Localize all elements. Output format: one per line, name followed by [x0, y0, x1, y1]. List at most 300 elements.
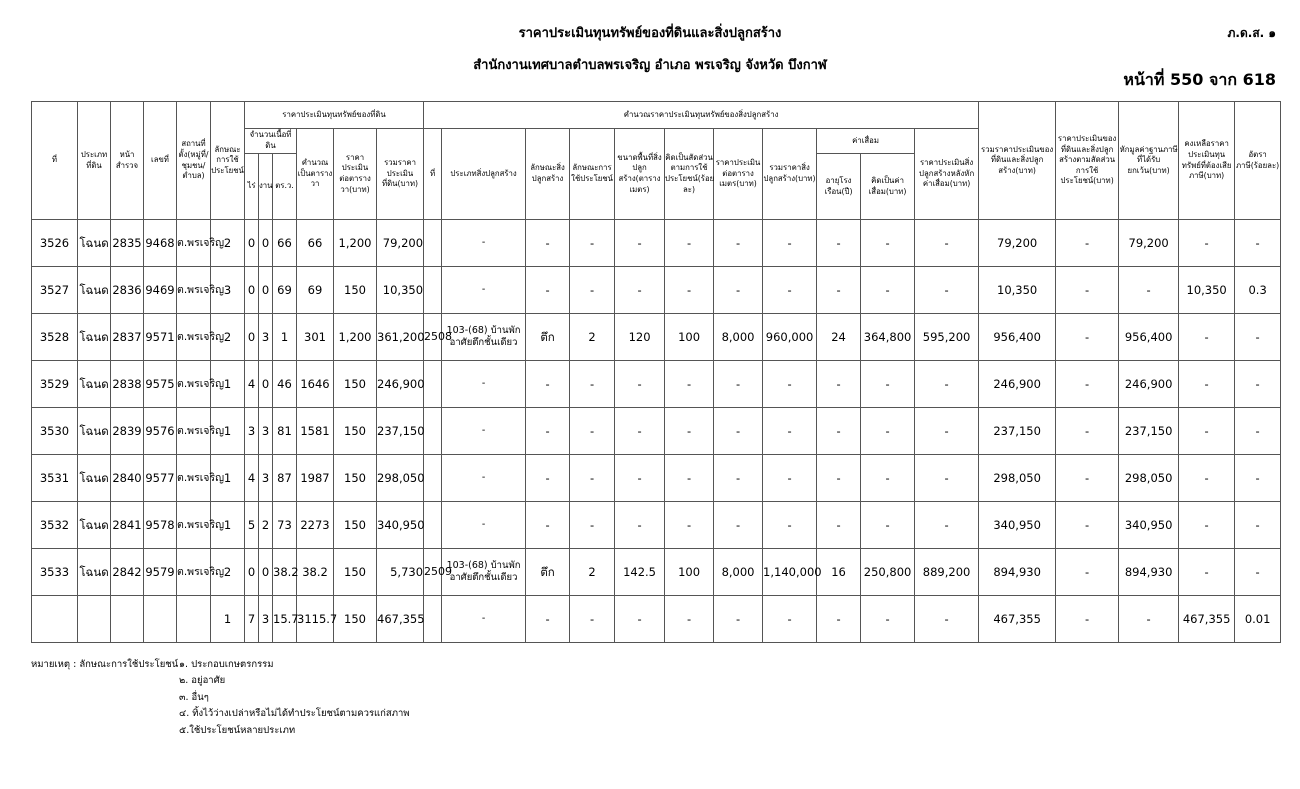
cell-usage: 1	[211, 596, 245, 643]
col-survey-page: หน้าสำรวจ	[111, 102, 144, 220]
col-bldg-no: ที่	[424, 129, 442, 220]
col-dep-value: คิดเป็นค่าเสื่อม(บาท)	[861, 154, 915, 220]
cell-bldg-price-sqm: -	[714, 408, 763, 455]
cell-dep-value: -	[861, 361, 915, 408]
group-depreciation: ค่าเสื่อม	[817, 129, 915, 154]
cell-bldg-kind: -	[526, 502, 570, 549]
page-number: หน้าที่ 550 จาก 618	[1123, 70, 1276, 89]
cell-remaining: -	[1179, 502, 1235, 549]
cell-bldg-pct: 100	[665, 549, 714, 596]
col-remaining: คงเหลือราคาประเมินทุนทรัพย์ที่ต้องเสียภาษี(บาท)	[1179, 102, 1235, 220]
cell-dep-value: 364,800	[861, 314, 915, 361]
cell-wa: 87	[273, 455, 297, 502]
cell-no: 3527	[32, 267, 78, 314]
cell-bldg-after-dep: -	[915, 596, 979, 643]
cell-wa: 38.2	[273, 549, 297, 596]
cell-exempt: 298,050	[1119, 455, 1179, 502]
cell-ngan: 0	[259, 220, 273, 267]
cell-bldg-pct: -	[665, 455, 714, 502]
cell-rai: 4	[245, 455, 259, 502]
cell-sqwa-total: 301	[297, 314, 334, 361]
cell-bldg-price-sqm: -	[714, 220, 763, 267]
cell-land-total: 79,200	[377, 220, 424, 267]
cell-dep-age: 16	[817, 549, 861, 596]
cell-bldg-pct: -	[665, 220, 714, 267]
cell-remaining: -	[1179, 549, 1235, 596]
cell-tax-rate: -	[1235, 408, 1281, 455]
cell-bldg-type: -	[442, 455, 526, 502]
col-no: ที่	[32, 102, 78, 220]
cell-bldg-price-sqm: 8,000	[714, 314, 763, 361]
note-item: ๔. ทิ้งไว้ว่างเปล่าหรือไม่ได้ทำประโยชน์ตามควรแก่สภาพ	[179, 708, 410, 720]
cell-grand-total: 956,400	[979, 314, 1056, 361]
cell-location: ต.พรเจริญ	[177, 455, 211, 502]
cell-rai: 5	[245, 502, 259, 549]
cell-remaining: 10,350	[1179, 267, 1235, 314]
note-item: ๑. ประกอบเกษตรกรรม	[179, 659, 274, 670]
table-row	[32, 502, 1281, 549]
cell-bldg-kind: -	[526, 267, 570, 314]
cell-grand-total: 79,200	[979, 220, 1056, 267]
cell-bldg-after-dep: 889,200	[915, 549, 979, 596]
col-grand-total: รวมราคาประเมินของที่ดินและสิ่งปลูกสร้าง(บาท)	[979, 102, 1056, 220]
cell-usage: 1	[211, 455, 245, 502]
group-area: จำนวนเนื้อที่ดิน	[245, 129, 297, 154]
cell-tax-rate: -	[1235, 220, 1281, 267]
col-sqwa-total: คำนวณเป็นตารางวา	[297, 129, 334, 220]
cell-bldg-total: -	[763, 361, 817, 408]
cell-bldg-total: 1,140,000	[763, 549, 817, 596]
cell-survey-page: 2841	[111, 502, 144, 549]
cell-bldg-after-dep: 595,200	[915, 314, 979, 361]
table-row	[32, 267, 1281, 314]
cell-bldg-area: -	[615, 408, 665, 455]
cell-bldg-pct: -	[665, 596, 714, 643]
cell-location: ต.พรเจริญ	[177, 361, 211, 408]
cell-survey-page: 2838	[111, 361, 144, 408]
col-tax-rate: อัตราภาษี(ร้อยละ)	[1235, 102, 1281, 220]
cell-dep-age: 24	[817, 314, 861, 361]
cell-bldg-price-sqm: 8,000	[714, 549, 763, 596]
table-body	[32, 220, 1281, 643]
cell-bldg-type: -	[442, 502, 526, 549]
col-exempt: หักมูลค่าฐานภาษีที่ได้รับยกเว้น(บาท)	[1119, 102, 1179, 220]
cell-prop-value: -	[1056, 596, 1119, 643]
cell-prop-value: -	[1056, 220, 1119, 267]
cell-bldg-kind: -	[526, 455, 570, 502]
cell-bldg-area: -	[615, 220, 665, 267]
cell-exempt: 79,200	[1119, 220, 1179, 267]
cell-bldg-type: -	[442, 596, 526, 643]
cell-rai: 0	[245, 314, 259, 361]
table-row	[32, 220, 1281, 267]
cell-ngan: 3	[259, 455, 273, 502]
cell-dep-age: -	[817, 502, 861, 549]
cell-doc-no: 9468	[144, 220, 177, 267]
cell-survey-page: 2839	[111, 408, 144, 455]
cell-bldg-no	[424, 267, 442, 314]
cell-no: 3533	[32, 549, 78, 596]
cell-bldg-type: -	[442, 361, 526, 408]
cell-no: 3528	[32, 314, 78, 361]
cell-usage: 1	[211, 408, 245, 455]
cell-dep-age: -	[817, 267, 861, 314]
cell-dep-value: -	[861, 267, 915, 314]
table-row	[32, 361, 1281, 408]
cell-bldg-type: -	[442, 408, 526, 455]
cell-bldg-usage: -	[570, 455, 615, 502]
col-bldg-area: ขนาดพื้นที่สิ่งปลูกสร้าง(ตารางเมตร)	[615, 129, 665, 220]
cell-grand-total: 894,930	[979, 549, 1056, 596]
cell-wa: 46	[273, 361, 297, 408]
cell-bldg-after-dep: -	[915, 502, 979, 549]
col-bldg-usage: ลักษณะการใช้ประโยชน์	[570, 129, 615, 220]
cell-bldg-pct: 100	[665, 314, 714, 361]
cell-tax-rate: -	[1235, 549, 1281, 596]
cell-dep-value: -	[861, 502, 915, 549]
cell-dep-value: -	[861, 455, 915, 502]
cell-survey-page: 2840	[111, 455, 144, 502]
cell-land-total: 467,355	[377, 596, 424, 643]
cell-wa: 69	[273, 267, 297, 314]
col-price-per-wa: ราคาประเมินต่อตารางวา(บาท)	[334, 129, 377, 220]
cell-rai: 0	[245, 549, 259, 596]
cell-dep-age: -	[817, 596, 861, 643]
cell-bldg-after-dep: -	[915, 408, 979, 455]
cell-dep-value: -	[861, 596, 915, 643]
cell-exempt: 894,930	[1119, 549, 1179, 596]
cell-doc-type: โฉนด	[78, 455, 111, 502]
cell-grand-total: 237,150	[979, 408, 1056, 455]
col-bldg-type: ประเภทสิ่งปลูกสร้าง	[442, 129, 526, 220]
cell-dep-age: -	[817, 455, 861, 502]
cell-bldg-usage: -	[570, 361, 615, 408]
cell-grand-total: 246,900	[979, 361, 1056, 408]
cell-grand-total: 298,050	[979, 455, 1056, 502]
cell-bldg-total: -	[763, 596, 817, 643]
cell-land-total: 340,950	[377, 502, 424, 549]
col-doc-no: เลขที่	[144, 102, 177, 220]
cell-bldg-usage: -	[570, 408, 615, 455]
cell-bldg-usage: -	[570, 267, 615, 314]
cell-usage: 1	[211, 502, 245, 549]
group-building-value: คำนวณราคาประเมินทุนทรัพย์ของสิ่งปลูกสร้าง	[424, 102, 979, 129]
cell-doc-no: 9469	[144, 267, 177, 314]
cell-bldg-area: -	[615, 267, 665, 314]
cell-ngan: 3	[259, 596, 273, 643]
page-subtitle: สำนักงานเทศบาลตำบลพรเจริญ อำเภอ พรเจริญ จังหวัด บึงกาฬ	[473, 58, 827, 73]
cell-bldg-type: 103-(68) บ้านพักอาศัยตึกชั้นเดียว	[442, 549, 526, 596]
cell-remaining: -	[1179, 408, 1235, 455]
cell-doc-no: 9577	[144, 455, 177, 502]
cell-bldg-usage: 2	[570, 549, 615, 596]
cell-wa: 1	[273, 314, 297, 361]
cell-exempt: -	[1119, 267, 1179, 314]
col-bldg-price-sqm: ราคาประเมินต่อตารางเมตร(บาท)	[714, 129, 763, 220]
cell-price-per-wa: 1,200	[334, 220, 377, 267]
cell-ngan: 3	[259, 314, 273, 361]
cell-wa: 81	[273, 408, 297, 455]
cell-exempt: 246,900	[1119, 361, 1179, 408]
col-bldg-kind: ลักษณะสิ่งปลูกสร้าง	[526, 129, 570, 220]
cell-price-per-wa: 150	[334, 408, 377, 455]
cell-sqwa-total: 1987	[297, 455, 334, 502]
cell-price-per-wa: 150	[334, 549, 377, 596]
page-title: ราคาประเมินทุนทรัพย์ของที่ดินและสิ่งปลูกสร้าง	[518, 26, 782, 41]
cell-bldg-kind: -	[526, 408, 570, 455]
cell-bldg-usage: -	[570, 596, 615, 643]
cell-doc-type: โฉนด	[78, 549, 111, 596]
cell-rai: 7	[245, 596, 259, 643]
cell-bldg-area: 120	[615, 314, 665, 361]
cell-bldg-no	[424, 502, 442, 549]
cell-prop-value: -	[1056, 314, 1119, 361]
cell-doc-no: 9578	[144, 502, 177, 549]
cell-bldg-type: 103-(68) บ้านพักอาศัยตึกชั้นเดียว	[442, 314, 526, 361]
cell-exempt: 340,950	[1119, 502, 1179, 549]
table-row	[32, 455, 1281, 502]
cell-no: 3530	[32, 408, 78, 455]
cell-bldg-pct: -	[665, 502, 714, 549]
col-bldg-after-dep: ราคาประเมินสิ่งปลูกสร้างหลังหักค่าเสื่อม(บาท)	[915, 129, 979, 220]
cell-survey-page: 2836	[111, 267, 144, 314]
cell-bldg-usage: -	[570, 220, 615, 267]
cell-ngan: 0	[259, 267, 273, 314]
note-item: ๕.ใช้ประโยชน์หลายประเภท	[179, 724, 296, 736]
cell-prop-value: -	[1056, 502, 1119, 549]
cell-no: 3529	[32, 361, 78, 408]
cell-location: ต.พรเจริญ	[177, 408, 211, 455]
cell-bldg-area: -	[615, 455, 665, 502]
cell-price-per-wa: 150	[334, 361, 377, 408]
table-row	[32, 314, 1281, 361]
cell-grand-total: 10,350	[979, 267, 1056, 314]
cell-doc-no: 9575	[144, 361, 177, 408]
col-ngan: งาน	[259, 154, 273, 220]
cell-bldg-after-dep: -	[915, 267, 979, 314]
cell-ngan: 2	[259, 502, 273, 549]
col-prop-value: ราคาประเมินของที่ดินและสิ่งปลูกสร้างตามสัดส่วนการใช้ประโยชน์(บาท)	[1056, 102, 1119, 220]
cell-tax-rate: 0.3	[1235, 267, 1281, 314]
cell-dep-age: -	[817, 408, 861, 455]
col-bldg-pct: คิดเป็นสัดส่วนตามการใช้ประโยชน์(ร้อยละ)	[665, 129, 714, 220]
cell-land-total: 5,730	[377, 549, 424, 596]
cell-rai: 3	[245, 408, 259, 455]
cell-sqwa-total: 38.2	[297, 549, 334, 596]
cell-usage: 2	[211, 549, 245, 596]
cell-doc-type: โฉนด	[78, 361, 111, 408]
cell-bldg-total: -	[763, 408, 817, 455]
cell-tax-rate: -	[1235, 502, 1281, 549]
cell-prop-value: -	[1056, 549, 1119, 596]
cell-wa: 73	[273, 502, 297, 549]
cell-dep-value: 250,800	[861, 549, 915, 596]
cell-bldg-price-sqm: -	[714, 455, 763, 502]
cell-bldg-total: -	[763, 455, 817, 502]
cell-bldg-pct: -	[665, 408, 714, 455]
cell-usage: 2	[211, 220, 245, 267]
cell-prop-value: -	[1056, 267, 1119, 314]
cell-no	[32, 596, 78, 643]
cell-wa: 15.7	[273, 596, 297, 643]
cell-price-per-wa: 150	[334, 455, 377, 502]
cell-bldg-pct: -	[665, 361, 714, 408]
cell-sqwa-total: 69	[297, 267, 334, 314]
cell-tax-rate: -	[1235, 314, 1281, 361]
cell-land-total: 361,200	[377, 314, 424, 361]
cell-tax-rate: 0.01	[1235, 596, 1281, 643]
cell-bldg-area: -	[615, 596, 665, 643]
group-land-value: ราคาประเมินทุนทรัพย์ของที่ดิน	[245, 102, 424, 129]
cell-doc-no	[144, 596, 177, 643]
cell-sqwa-total: 1581	[297, 408, 334, 455]
cell-remaining: 467,355	[1179, 596, 1235, 643]
cell-remaining: -	[1179, 314, 1235, 361]
cell-bldg-total: -	[763, 267, 817, 314]
col-dep-age: อายุโรงเรือน(ปี)	[817, 154, 861, 220]
cell-sqwa-total: 1646	[297, 361, 334, 408]
cell-bldg-area: -	[615, 502, 665, 549]
cell-dep-value: -	[861, 220, 915, 267]
cell-wa: 66	[273, 220, 297, 267]
cell-doc-type	[78, 596, 111, 643]
cell-exempt: -	[1119, 596, 1179, 643]
cell-location: ต.พรเจริญ	[177, 502, 211, 549]
cell-bldg-kind: -	[526, 596, 570, 643]
cell-dep-value: -	[861, 408, 915, 455]
cell-rai: 0	[245, 220, 259, 267]
cell-price-per-wa: 1,200	[334, 314, 377, 361]
cell-no: 3526	[32, 220, 78, 267]
cell-doc-type: โฉนด	[78, 220, 111, 267]
cell-bldg-kind: ตึก	[526, 314, 570, 361]
cell-usage: 2	[211, 314, 245, 361]
cell-doc-type: โฉนด	[78, 502, 111, 549]
cell-survey-page: 2842	[111, 549, 144, 596]
cell-dep-age: -	[817, 220, 861, 267]
cell-bldg-no: 2508	[424, 314, 442, 361]
table-row	[32, 549, 1281, 596]
cell-bldg-no: 2509	[424, 549, 442, 596]
cell-ngan: 3	[259, 408, 273, 455]
col-doc-type: ประเภทที่ดิน	[78, 102, 111, 220]
cell-bldg-price-sqm: -	[714, 596, 763, 643]
cell-bldg-price-sqm: -	[714, 502, 763, 549]
cell-bldg-area: 142.5	[615, 549, 665, 596]
cell-bldg-total: 960,000	[763, 314, 817, 361]
cell-price-per-wa: 150	[334, 502, 377, 549]
cell-prop-value: -	[1056, 361, 1119, 408]
col-rai: ไร่	[245, 154, 259, 220]
cell-bldg-pct: -	[665, 267, 714, 314]
cell-no: 3531	[32, 455, 78, 502]
cell-bldg-no	[424, 361, 442, 408]
cell-land-total: 246,900	[377, 361, 424, 408]
cell-remaining: -	[1179, 455, 1235, 502]
col-bldg-total: รวมราคาสิ่งปลูกสร้าง(บาท)	[763, 129, 817, 220]
assessment-table	[31, 101, 1281, 643]
cell-bldg-kind: -	[526, 220, 570, 267]
cell-bldg-area: -	[615, 361, 665, 408]
cell-survey-page: 2837	[111, 314, 144, 361]
cell-survey-page: 2835	[111, 220, 144, 267]
cell-rai: 0	[245, 267, 259, 314]
notes	[31, 657, 410, 739]
cell-doc-no: 9571	[144, 314, 177, 361]
cell-location: ต.พรเจริญ	[177, 267, 211, 314]
cell-land-total: 298,050	[377, 455, 424, 502]
cell-bldg-kind: ตึก	[526, 549, 570, 596]
cell-location: ต.พรเจริญ	[177, 549, 211, 596]
cell-location: ต.พรเจริญ	[177, 314, 211, 361]
cell-doc-type: โฉนด	[78, 267, 111, 314]
cell-prop-value: -	[1056, 455, 1119, 502]
cell-grand-total: 467,355	[979, 596, 1056, 643]
cell-ngan: 0	[259, 361, 273, 408]
cell-sqwa-total: 3115.7	[297, 596, 334, 643]
cell-bldg-usage: 2	[570, 314, 615, 361]
cell-rai: 4	[245, 361, 259, 408]
cell-land-total: 10,350	[377, 267, 424, 314]
col-wa: ตร.ว.	[273, 154, 297, 220]
note-item: ๓. อื่นๆ	[179, 691, 209, 703]
cell-sqwa-total: 66	[297, 220, 334, 267]
cell-doc-type: โฉนด	[78, 408, 111, 455]
cell-bldg-usage: -	[570, 502, 615, 549]
cell-bldg-price-sqm: -	[714, 361, 763, 408]
note-item: ๒. อยู่อาศัย	[179, 675, 226, 687]
cell-usage: 3	[211, 267, 245, 314]
cell-bldg-total: -	[763, 502, 817, 549]
col-location: สถานที่ตั้ง(หมู่ที่/ชุมชน/ตำบล)	[177, 102, 211, 220]
cell-bldg-after-dep: -	[915, 220, 979, 267]
cell-location: ต.พรเจริญ	[177, 220, 211, 267]
table-row	[32, 596, 1281, 643]
cell-bldg-type: -	[442, 267, 526, 314]
cell-survey-page	[111, 596, 144, 643]
cell-bldg-no	[424, 455, 442, 502]
cell-tax-rate: -	[1235, 455, 1281, 502]
notes-label: หมายเหตุ : ลักษณะการใช้ประโยชน์	[31, 659, 179, 670]
cell-remaining: -	[1179, 220, 1235, 267]
cell-tax-rate: -	[1235, 361, 1281, 408]
cell-price-per-wa: 150	[334, 267, 377, 314]
cell-bldg-type: -	[442, 220, 526, 267]
cell-doc-type: โฉนด	[78, 314, 111, 361]
cell-bldg-total: -	[763, 220, 817, 267]
cell-location	[177, 596, 211, 643]
form-code: ภ.ด.ส. ๑	[1227, 26, 1276, 40]
cell-doc-no: 9579	[144, 549, 177, 596]
cell-prop-value: -	[1056, 408, 1119, 455]
cell-bldg-no	[424, 596, 442, 643]
cell-grand-total: 340,950	[979, 502, 1056, 549]
cell-price-per-wa: 150	[334, 596, 377, 643]
cell-bldg-after-dep: -	[915, 361, 979, 408]
cell-bldg-price-sqm: -	[714, 267, 763, 314]
col-land-total: รวมราคาประเมินที่ดิน(บาท)	[377, 129, 424, 220]
col-usage: ลักษณะการใช้ประโยชน์	[211, 102, 245, 220]
cell-land-total: 237,150	[377, 408, 424, 455]
cell-sqwa-total: 2273	[297, 502, 334, 549]
cell-bldg-after-dep: -	[915, 455, 979, 502]
cell-bldg-no	[424, 408, 442, 455]
cell-dep-age: -	[817, 361, 861, 408]
cell-usage: 1	[211, 361, 245, 408]
cell-bldg-kind: -	[526, 361, 570, 408]
cell-bldg-no	[424, 220, 442, 267]
cell-doc-no: 9576	[144, 408, 177, 455]
